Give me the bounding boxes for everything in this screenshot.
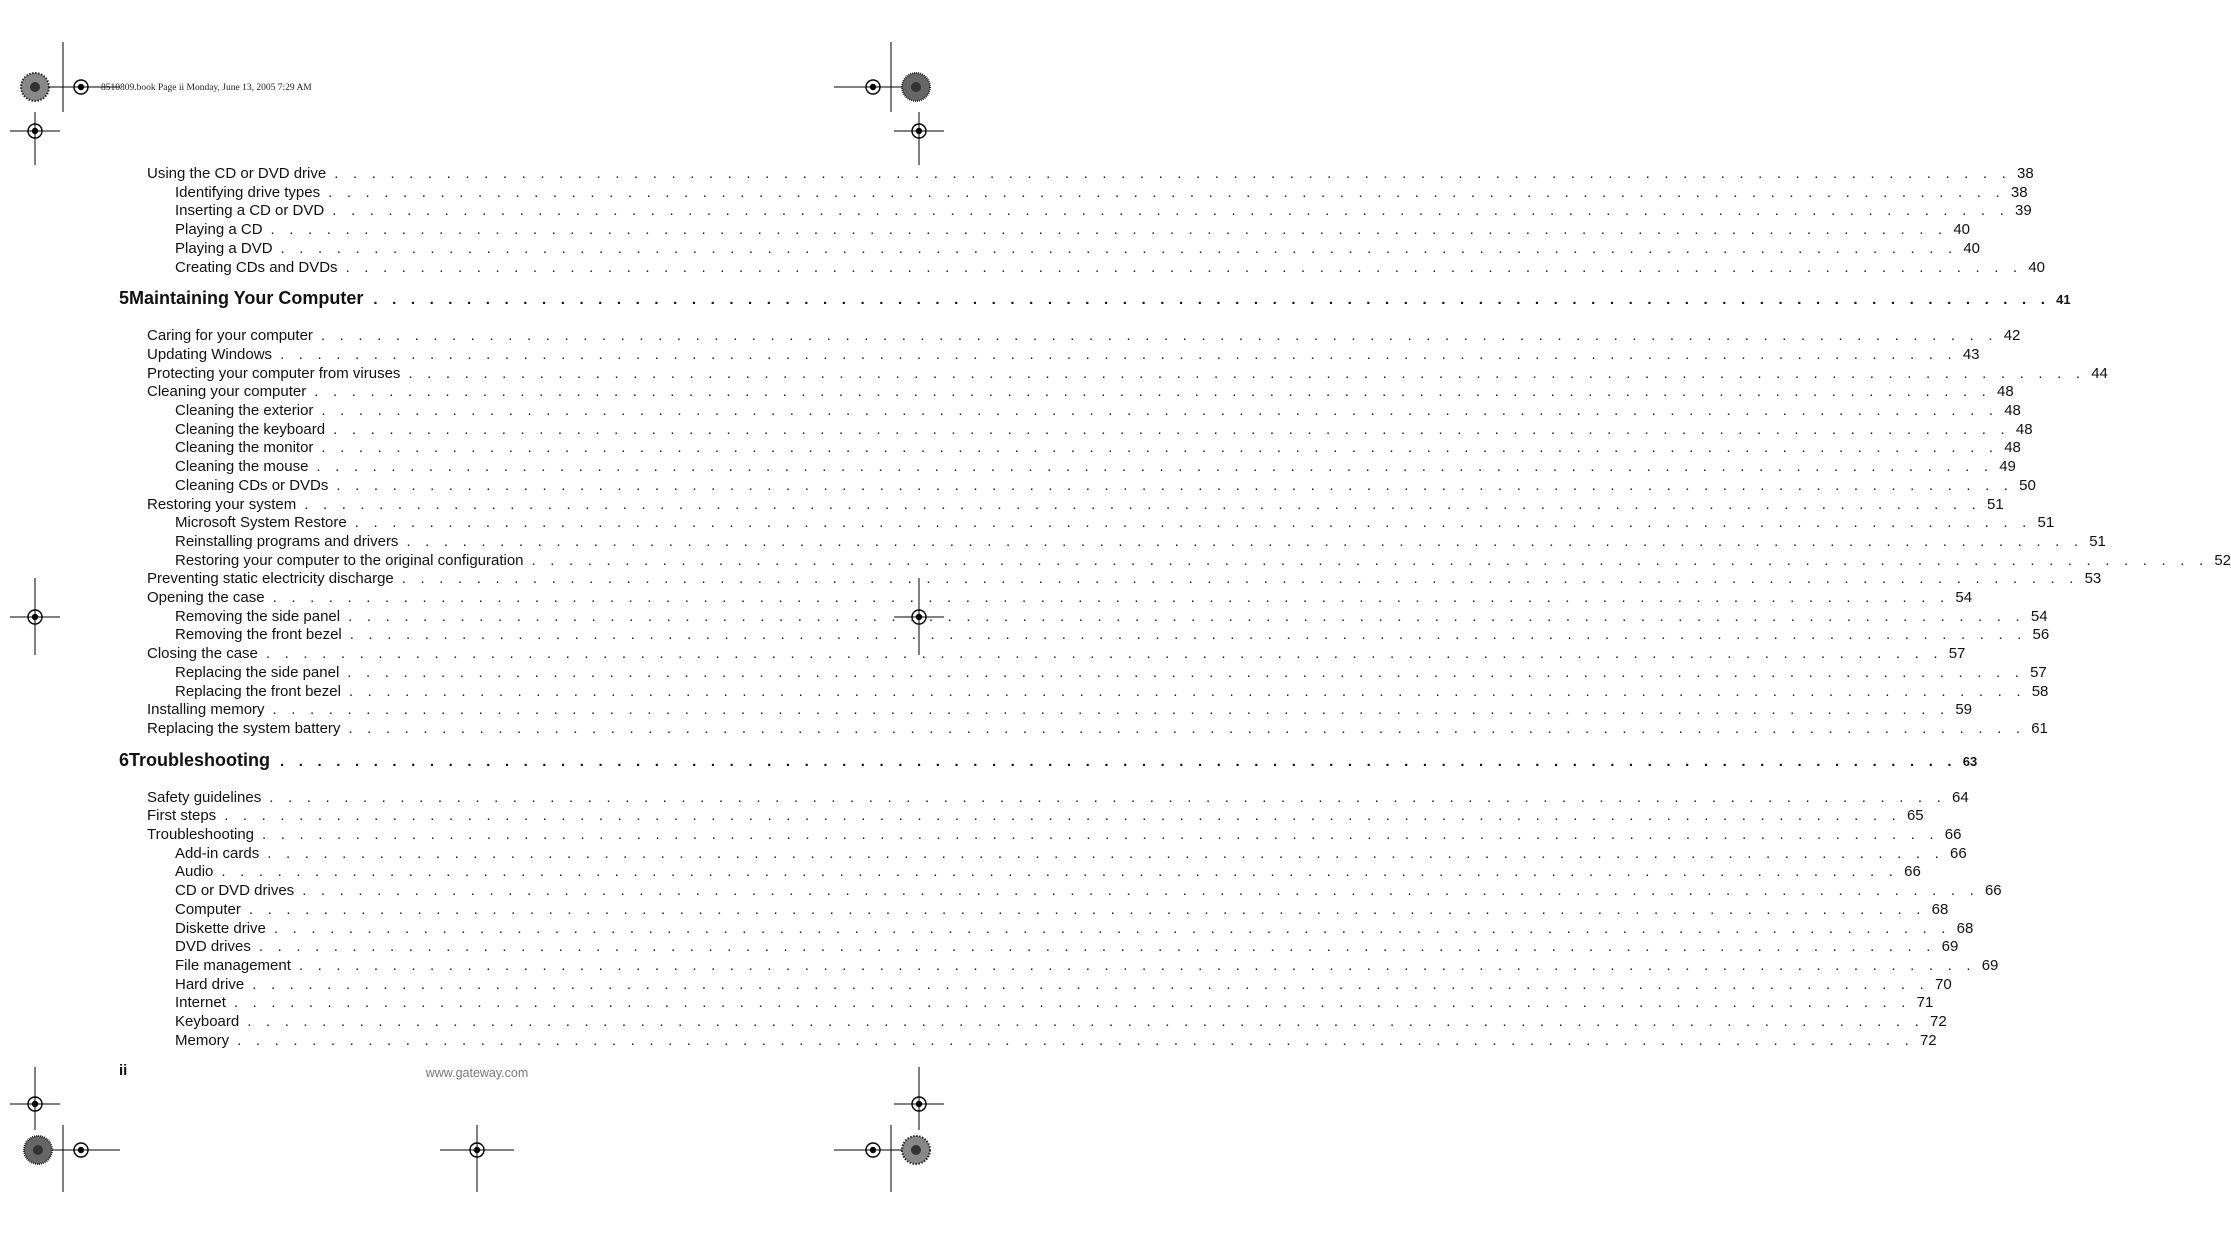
dot-leader: . . . . . . . . . . . . . . . . . . . . . . . . . . . . . . . . . . . . . . . . . . . . . . . . . . . . . . . . . . . . . . . . . . . . . . . . . . . . . . . . . . . . . . . . . . <box>272 589 1950 606</box>
dot-leader: . . . . . . . . . . . . . . . . . . . . . . . . . . . . . . . . . . . . . . . . . . . . . . . . . . . . . . . . . . . . . . . . . . . . . . . . . . . . . . . . . . . . . . . . . . <box>233 994 1911 1012</box>
page-number: 54 <box>1955 589 1973 606</box>
dot-leader: . . . . . . . . . . . . . . . . . . . . . . . . . . . . . . . . . . . . . . . . . . . . . . . . . . . . . . . . . . . . . . . . . . . . . . . . . . . . . . . . . . . . . . . . . . <box>320 327 1998 345</box>
dot-leader: . . . . . . . . . . . . . . . . . . . . . . . . . . . . . . . . . . . . . . . . . . . . . . . . . . . . . . . . . . . . . . . . . . . . . . . . . . . . . . . . . . . . . . . . . . <box>408 364 2086 382</box>
entry-title: Add-in cards <box>175 844 260 862</box>
toc-subentry[interactable] <box>175 919 1974 938</box>
page-number: 50 <box>2019 476 2036 494</box>
toc-entry[interactable] <box>147 345 1980 364</box>
entry-title: Replacing the side panel <box>175 663 340 681</box>
page-number: 69 <box>1981 956 1999 974</box>
page-number: 71 <box>1916 994 1934 1012</box>
entry-title: Hard drive <box>175 975 245 993</box>
toc-entry[interactable] <box>147 788 1969 807</box>
dot-leader: . . . . . . . . . . . . . . . . . . . . . . . . . . . . . . . . . . . . . . . . . . . . . . . . . . . . . . . . . . . . . . . . . . . . . . . . . . . . . . . . . . . . . . . . . . <box>248 900 1926 918</box>
entry-title: Cleaning the mouse <box>175 458 309 476</box>
entry-title: Inserting a CD or DVD <box>175 202 325 220</box>
page-number: 54 <box>2030 607 2048 625</box>
entry-title: Cleaning the exterior <box>175 402 314 419</box>
toc-subentry[interactable] <box>175 183 2028 202</box>
entry-title: Audio <box>175 863 214 881</box>
print-slug: 8510809.book Page ii Monday, June 13, 2005 7:29 AM <box>101 83 312 93</box>
entry-title: Internet <box>175 994 226 1012</box>
entry-title: File management <box>175 956 291 974</box>
entry-title: Replacing the system battery <box>147 719 341 737</box>
dot-leader: . . . . . . . . . . . . . . . . . . . . . . . . . . . . . . . . . . . . . . . . . . . . . . . . . . . . . . . . . . . . . . . . . . . . . . . . . . . . . . . . . . . . . . . . . . <box>348 682 2026 700</box>
entry-title: Installing memory <box>147 701 265 719</box>
dot-leader: . . . . . . . . . . . . . . . . . . . . . . . . . . . . . . . . . . . . . . . . . . . . . . . . . . . . . . . . . . . . . . . . . . . . . . . . . . . . . . . . . . . . . . . . . . <box>332 202 2009 220</box>
dot-leader: . . . . . . . . . . . . . . . . . . . . . . . . . . . . . . . . . . . . . . . . . . . . . . . . . . . . . . . . . . . . . . . . . . . . . . . . . . . . . . . . . . . . . . . . . . <box>304 495 1981 513</box>
entry-title: DVD drives <box>175 938 251 956</box>
toc-entry[interactable] <box>147 806 1924 825</box>
toc-subentry[interactable] <box>175 975 1952 994</box>
toc-subentry[interactable] <box>175 401 2021 420</box>
page-number: 44 <box>2091 364 2108 382</box>
page-number: 65 <box>1906 807 1924 825</box>
dot-leader: . . . . . . . . . . . . . . . . . . . . . . . . . . . . . . . . . . . . . . . . . . . . . . . . . . . . . . . . . . . . . . . . . . . . . . . . . . . . . . . . . . . . . . . . . . <box>262 826 1939 843</box>
toc-entry[interactable] <box>147 588 1973 607</box>
entry-title: Reinstalling programs and drivers <box>175 532 399 550</box>
dot-leader: . . . . . . . . . . . . . . . . . . . . . . . . . . . . . . . . . . . . . . . . . . . . . . . . . . . . . . . . . . . . . . . . . . . . . . . . . . . . . . . . . . . . . . . . . . <box>258 938 1936 956</box>
toc-subentry[interactable] <box>175 900 1949 919</box>
chapter-number: 6 <box>119 749 130 770</box>
dot-leader: . . . . . . . . . . . . . . . . . . . . . . . . . . . . . . . . . . . . . . . . . . . . . . . . . . . . . . . . . . . . . . . . . . . . . . . . . . . . . . . . . . . . . . . . . . <box>270 221 1948 239</box>
page-number: 66 <box>1984 882 2002 900</box>
dot-leader: . . . . . . . . . . . . . . . . . . . . . . . . . . . . . . . . . . . . . . . . . . . . . . . . . . . . . . . . . . . . . . . . . . . . . . . . . . . . . . . . . . . . . . . . . . <box>348 719 2026 737</box>
page-number: 72 <box>1919 1031 1937 1049</box>
dot-leader: . . . . . . . . . . . . . . . . . . . . . . . . . . . . . . . . . . . . . . . . . . . . . . . . . . . . . . . . . . . . . . . . . . . . . . . . . . . . . . . . . . . . . . . . . . <box>224 807 1901 825</box>
page-number: 42 <box>2003 327 2021 345</box>
entry-title: Diskette drive <box>175 919 266 937</box>
dot-leader: . . . . . . . . . . . . . . . . . . . . . . . . . . . . . . . . . . . . . . . . . . . . . . . . . . . . . . . . . . . . . . . . . . . . . . . . . . . . . . . . . . . . . . . . . . <box>280 239 1958 257</box>
page-number: 68 <box>1956 919 1974 937</box>
toc-entry[interactable] <box>147 364 2108 383</box>
toc-subentry[interactable] <box>175 663 2047 682</box>
chapter-title: Maintaining Your Computer <box>129 288 364 309</box>
dot-leader: . . . . . . . . . . . . . . . . . . . . . . . . . . . . . . . . . . . . . . . . . . . . . . . . . . . . . . . . . . . . . . . . . . . . . . . . . . . . . . . . . . . . . . . . . . <box>406 532 2084 550</box>
page-number: 66 <box>1950 844 1967 862</box>
toc-subentry[interactable] <box>175 844 1967 863</box>
entry-title: Keyboard <box>175 1013 240 1030</box>
page-number: 38 <box>2017 165 2034 182</box>
chapter-heading[interactable] <box>119 288 2071 312</box>
entry-title: Cleaning CDs or DVDs <box>175 476 329 494</box>
toc-subentry[interactable] <box>175 258 2046 277</box>
dot-leader: . . . . . . . . . . . . . . . . . . . . . . . . . . . . . . . . . . . . . . . . . . . . . . . . . . . . . . . . . . . . . . . . . . . . . . . . . . . . . . . . . . . . . . . . . . <box>280 752 1957 770</box>
page-number: 56 <box>2032 626 2050 644</box>
dot-leader: . . . . . . . . . . . . . . . . . . . . . . . . . . . . . . . . . . . . . . . . . . . . . . . . . . . . . . . . . . . . . . . . . . . . . . . . . . . . . . . . . . . . . . . . . . <box>349 626 2027 644</box>
dot-leader: . . . . . . . . . . . . . . . . . . . . . . . . . . . . . . . . . . . . . . . . . . . . . . . . . . . . . . . . . . . . . . . . . . . . . . . . . . . . . . . . . . . . . . . . . . <box>354 514 2032 532</box>
page-number: 48 <box>2004 402 2021 419</box>
entry-title: Restoring your system <box>147 495 297 513</box>
entry-title: Microsoft System Restore <box>175 514 347 532</box>
page-number: 70 <box>1934 975 1952 993</box>
toc-subentry[interactable] <box>175 956 1999 975</box>
page-number: 51 <box>1987 495 2004 513</box>
page-number: 63 <box>1962 753 1978 769</box>
dot-leader: . . . . . . . . . . . . . . . . . . . . . . . . . . . . . . . . . . . . . . . . . . . . . . . . . . . . . . . . . . . . . . . . . . . . . . . . . . . . . . . . . . . . . . . . . . <box>334 165 2012 182</box>
toc-entry[interactable] <box>147 719 2048 738</box>
toc-subentry[interactable] <box>175 532 2106 551</box>
page-number: 69 <box>1941 938 1959 956</box>
toc-subentry[interactable] <box>175 201 2032 220</box>
dot-leader: . . . . . . . . . . . . . . . . . . . . . . . . . . . . . . . . . . . . . . . . . . . . . . . . . . . . . . . . . . . . . . . . . . . . . . . . . . . . . . . . . . . . . . . . . . <box>221 863 1899 881</box>
page-number: 48 <box>2015 420 2033 438</box>
dot-leader: . . . . . . . . . . . . . . . . . . . . . . . . . . . . . . . . . . . . . . . . . . . . . . . . . . . . . . . . . . . . . . . . . . . . . . . . . . . . . . . . . . . . . . . . . . <box>280 345 1957 363</box>
entry-title: Cleaning your computer <box>147 383 307 401</box>
page-number: 57 <box>1948 645 1966 663</box>
toc-entry[interactable] <box>147 164 2034 183</box>
dot-leader: . . . . . . . . . . . . . . . . . . . . . . . . . . . . . . . . . . . . . . . . . . . . . . . . . . . . . . . . . . . . . . . . . . . . . . . . . . . . . . . . . . . . . . . . . . <box>247 1013 1924 1030</box>
toc-entry[interactable] <box>147 382 2014 401</box>
page-number: 41 <box>2056 292 2071 308</box>
entry-title: Preventing static electricity discharge <box>147 570 394 588</box>
toc-entry[interactable] <box>147 700 1973 719</box>
dot-leader: . . . . . . . . . . . . . . . . . . . . . . . . . . . . . . . . . . . . . . . . . . . . . . . . . . . . . . . . . . . . . . . . . . . . . . . . . . . . . . . . . . . . . . . . . . <box>348 607 2025 625</box>
toc-entry[interactable] <box>147 644 1966 663</box>
dot-leader: . . . . . . . . . . . . . . . . . . . . . . . . . . . . . . . . . . . . . . . . . . . . . . . . . . . . . . . . . . . . . . . . . . . . . . . . . . . . . . . . . . . . . . . . . . <box>302 882 1979 900</box>
toc-entry[interactable] <box>147 495 2004 514</box>
page-number: 57 <box>2030 663 2047 681</box>
entry-title: Safety guidelines <box>147 788 262 806</box>
dot-leader: . . . . . . . . . . . . . . . . . . . . . . . . . . . . . . . . . . . . . . . . . . . . . . . . . . . . . . . . . . . . . . . . . . . . . . . . . . . . . . . . . . . . . . . . . . <box>336 476 2014 494</box>
dot-leader: . . . . . . . . . . . . . . . . . . . . . . . . . . . . . . . . . . . . . . . . . . . . . . . . . . . . . . . . . . . . . . . . . . . . . . . . . . . . . . . . . . . . . . . . . . <box>265 645 1943 663</box>
entry-title: Memory <box>175 1031 230 1049</box>
dot-leader: . . . . . . . . . . . . . . . . . . . . . . . . . . . . . . . . . . . . . . . . . . . . . . . . . . . . . . . . . . . . . . . . . . . . . . . . . . . . . . . . . . . . . . . . . . <box>237 1031 1914 1049</box>
dot-leader: . . . . . . . . . . . . . . . . . . . . . . . . . . . . . . . . . . . . . . . . . . . . . . . . . . . . . . . . . . . . . . . . . . . . . . . . . . . . . . . . . . . . . . . . . . <box>333 420 2010 438</box>
toc-subentry[interactable] <box>175 239 1981 258</box>
page-number: 52 <box>2214 551 2231 569</box>
page-number: 40 <box>2028 258 2046 276</box>
toc-subentry[interactable] <box>175 625 2050 644</box>
toc-subentry[interactable] <box>175 513 2055 532</box>
entry-title: Troubleshooting <box>147 826 255 843</box>
dot-leader: . . . . . . . . . . . . . . . . . . . . . . . . . . . . . . . . . . . . . . . . . . . . . . . . . . . . . . . . . . . . . . . . . . . . . . . . . . . . . . . . . . . . . . . . . . <box>272 701 1950 719</box>
entry-title: Protecting your computer from viruses <box>147 364 401 382</box>
toc-entry[interactable] <box>147 569 2102 588</box>
toc-subentry[interactable] <box>175 862 1921 881</box>
entry-title: Caring for your computer <box>147 327 313 345</box>
toc-subentry[interactable] <box>175 220 1971 239</box>
page-number: 61 <box>2031 719 2048 737</box>
page-number: 38 <box>2010 183 2028 201</box>
entry-title: Closing the case <box>147 645 258 663</box>
toc-subentry[interactable] <box>175 682 2049 701</box>
toc-subentry[interactable] <box>175 476 2036 495</box>
entry-title: Removing the side panel <box>175 607 341 625</box>
chapter-number: 5 <box>119 288 130 309</box>
entry-title: CD or DVD drives <box>175 882 295 900</box>
toc-entry[interactable] <box>147 825 1962 844</box>
page-number: 58 <box>2031 682 2049 700</box>
dot-leader: . . . . . . . . . . . . . . . . . . . . . . . . . . . . . . . . . . . . . . . . . . . . . . . . . . . . . . . . . . . . . . . . . . . . . . . . . . . . . . . . . . . . . . . . . . <box>269 788 1947 806</box>
page-number: 64 <box>1952 788 1969 806</box>
entry-title: Playing a CD <box>175 221 263 239</box>
page-number: 59 <box>1955 701 1973 719</box>
dot-leader: . . . . . . . . . . . . . . . . . . . . . . . . . . . . . . . . . . . . . . . . . . . . . . . . . . . . . . . . . . . . . . . . . . . . . . . . . . . . . . . . . . . . . . . . . . <box>401 570 2079 588</box>
entry-title: Identifying drive types <box>175 183 321 201</box>
entry-title: Creating CDs and DVDs <box>175 258 338 276</box>
page-number: 51 <box>2089 532 2106 550</box>
entry-title: Updating Windows <box>147 345 273 363</box>
dot-leader: . . . . . . . . . . . . . . . . . . . . . . . . . . . . . . . . . . . . . . . . . . . . . . . . . . . . . . . . . . . . . . . . . . . . . . . . . . . . . . . . . . . . . . . . . . <box>321 439 1999 457</box>
toc-subentry[interactable] <box>175 420 2033 439</box>
toc-subentry[interactable] <box>175 937 1959 956</box>
page-folio: ii <box>119 1062 128 1079</box>
dot-leader: . . . . . . . . . . . . . . . . . . . . . . . . . . . . . . . . . . . . . . . . . . . . . . . . . . . . . . . . . . . . . . . . . . . . . . . . . . . . . . . . . . . . . . . . . . <box>347 663 2025 681</box>
entry-title: Opening the case <box>147 589 265 606</box>
chapter-heading[interactable] <box>119 749 1978 774</box>
dot-leader: . . . . . . . . . . . . . . . . . . . . . . . . . . . . . . . . . . . . . . . . . . . . . . . . . . . . . . . . . . . . . . . . . . . . . . . . . . . . . . . . . . . . . . . . . . <box>273 919 1951 937</box>
toc-subentry[interactable] <box>175 1031 1937 1050</box>
page-number: 40 <box>1953 221 1971 239</box>
dot-leader: . . . . . . . . . . . . . . . . . . . . . . . . . . . . . . . . . . . . . . . . . . . . . . . . . . . . . . . . . . . . . . . . . . . . . . . . . . . . . . . . . . . . . . . . . . <box>252 975 1929 993</box>
toc-subentry[interactable] <box>175 993 1934 1012</box>
page-number: 51 <box>2037 514 2055 532</box>
page-number: 49 <box>1999 458 2016 476</box>
toc-subentry[interactable] <box>175 1012 1947 1031</box>
entry-title: Removing the front bezel <box>175 626 342 644</box>
toc-subentry[interactable] <box>175 551 2231 570</box>
entry-title: Replacing the front bezel <box>175 682 341 700</box>
dot-leader: . . . . . . . . . . . . . . . . . . . . . . . . . . . . . . . . . . . . . . . . . . . . . . . . . . . . . . . . . . . . . . . . . . . . . . . . . . . . . . . . . . . . . . . . . . <box>267 844 1944 862</box>
page-number: 48 <box>2004 439 2021 457</box>
entry-title: First steps <box>147 807 217 825</box>
page-number: 66 <box>1944 826 1962 843</box>
entry-title: Using the CD or DVD drive <box>147 165 327 182</box>
page-number: 53 <box>2084 570 2102 588</box>
dot-leader: . . . . . . . . . . . . . . . . . . . . . . . . . . . . . . . . . . . . . . . . . . . . . . . . . . . . . . . . . . . . . . . . . . . . . . . . . . . . . . . . . . . . . . . . . . <box>316 458 1994 476</box>
dot-leader: . . . . . . . . . . . . . . . . . . . . . . . . . . . . . . . . . . . . . . . . . . . . . . . . . . . . . . . . . . . . . . . . . . . . . . . . . . . . . . . . . . . . . . . . . . <box>328 183 2005 201</box>
page-number: 66 <box>1904 863 1921 881</box>
entry-title: Cleaning the keyboard <box>175 420 326 438</box>
dot-leader: . . . . . . . . . . . . . . . . . . . . . . . . . . . . . . . . . . . . . . . . . . . . . . . . . . . . . . . . . . . . . . . . . . . . . . . . . . . . . . . . . . . . . . . . . . <box>531 551 2209 569</box>
page-number: 43 <box>1962 345 1980 363</box>
toc-entry[interactable] <box>147 326 2021 345</box>
page-number: 72 <box>1930 1013 1947 1030</box>
entry-title: Computer <box>175 900 241 918</box>
page-number: 40 <box>1963 239 1981 257</box>
entry-title: Cleaning the monitor <box>175 439 314 457</box>
dot-leader: . . . . . . . . . . . . . . . . . . . . . . . . . . . . . . . . . . . . . . . . . . . . . . . . . . . . . . . . . . . . . . . . . . . . . . . . . . . . . . . . . . . . . . . . . . <box>314 383 1992 401</box>
toc-subentry[interactable] <box>175 457 2016 476</box>
dot-leader: . . . . . . . . . . . . . . . . . . . . . . . . . . . . . . . . . . . . . . . . . . . . . . . . . . . . . . . . . . . . . . . . . . . . . . . . . . . . . . . . . . . . . . . . . . <box>373 291 2051 309</box>
entry-title: Restoring your computer to the original configuration <box>175 551 524 569</box>
toc-subentry[interactable] <box>175 881 2002 900</box>
footer-url[interactable]: www.gateway.com <box>425 1066 529 1080</box>
toc-subentry[interactable] <box>175 607 2048 626</box>
dot-leader: . . . . . . . . . . . . . . . . . . . . . . . . . . . . . . . . . . . . . . . . . . . . . . . . . . . . . . . . . . . . . . . . . . . . . . . . . . . . . . . . . . . . . . . . . . <box>345 258 2023 276</box>
chapter-title: Troubleshooting <box>129 749 271 770</box>
entry-title: Playing a DVD <box>175 239 273 257</box>
page-number: 39 <box>2015 202 2032 220</box>
toc-subentry[interactable] <box>175 438 2021 457</box>
page-number: 68 <box>1931 900 1949 918</box>
page-number: 48 <box>1997 383 2014 401</box>
dot-leader: . . . . . . . . . . . . . . . . . . . . . . . . . . . . . . . . . . . . . . . . . . . . . . . . . . . . . . . . . . . . . . . . . . . . . . . . . . . . . . . . . . . . . . . . . . <box>298 956 1976 974</box>
dot-leader: . . . . . . . . . . . . . . . . . . . . . . . . . . . . . . . . . . . . . . . . . . . . . . . . . . . . . . . . . . . . . . . . . . . . . . . . . . . . . . . . . . . . . . . . . . <box>321 402 1999 419</box>
